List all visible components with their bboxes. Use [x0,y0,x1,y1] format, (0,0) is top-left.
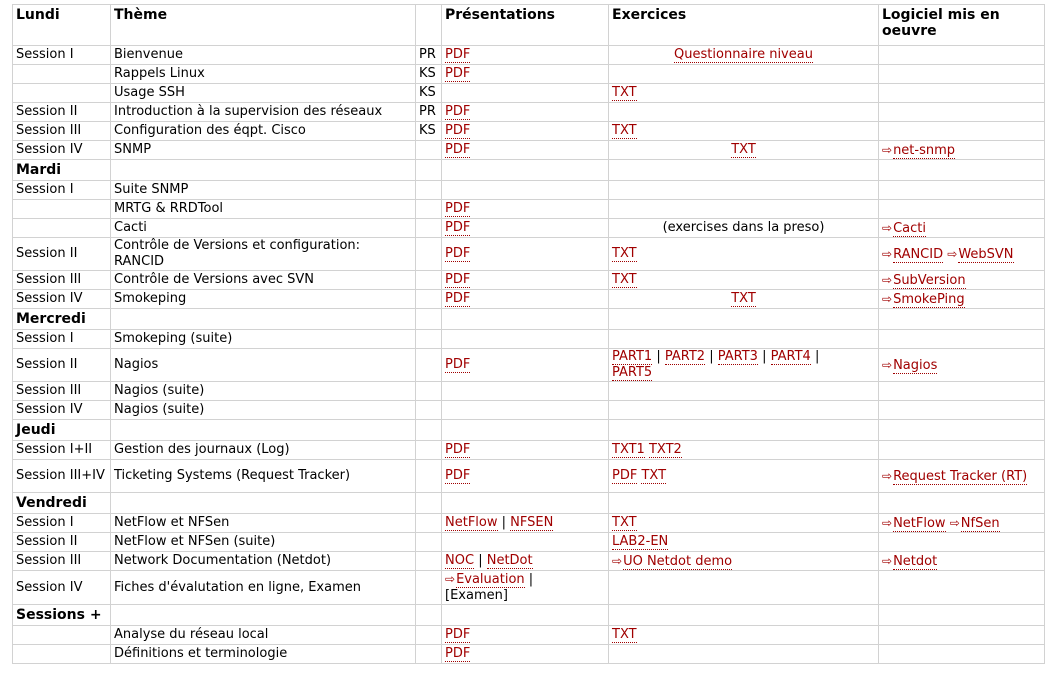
session-cell: Session III [13,382,111,401]
table-row [13,441,1045,460]
speaker-cell: PR [416,103,442,122]
software-link[interactable]: SmokePing [893,291,965,307]
session-cell: Session II [13,533,111,552]
table-row [13,626,1045,645]
day-label: Mardi [13,160,111,181]
theme-cell: Nagios [111,349,416,382]
table-row [13,200,1045,219]
software-link[interactable]: NetFlow [893,515,946,531]
session-cell: Session I [13,514,111,533]
pres-link[interactable]: NOC [445,553,475,568]
table-row [13,571,1045,605]
theme-cell: Configuration des éqpt. Cisco [111,122,416,141]
table-row [13,552,1045,571]
pres-pdf-link[interactable]: PDF [445,246,471,261]
table-row [13,514,1045,533]
table-row [13,533,1045,552]
theme-cell: Gestion des journaux (Log) [111,441,416,460]
separator: | [762,349,767,364]
theme-cell: SNMP [111,141,416,160]
software-link[interactable]: Netdot [893,553,938,569]
software-link[interactable]: RANCID [893,246,944,262]
theme-cell: Définitions et terminologie [111,645,416,664]
session-cell: Session IV [13,290,111,309]
table-row [13,238,1045,271]
speaker-cell: PR [416,46,442,65]
pres-pdf-link[interactable]: PDF [445,123,471,138]
exercise-txt-link[interactable]: TXT [612,272,637,287]
day-label: Jeudi [13,420,111,441]
external-link-icon: ⇨ [882,553,893,568]
pres-pdf-link[interactable]: PDF [445,272,471,287]
table-row [13,330,1045,349]
theme-cell: Cacti [111,219,416,238]
table-row [13,122,1045,141]
theme-cell: Network Documentation (Netdot) [111,552,416,571]
header-presentations: Présentations [442,5,609,46]
table-row [13,349,1045,382]
table-row [13,645,1045,664]
session-cell: Session III [13,552,111,571]
exam-label: [Examen] [445,588,508,603]
table-row [13,460,1045,493]
table-row [13,141,1045,160]
external-link-icon: ⇨ [947,246,958,261]
exercise-note: (exercises dans la preso) [609,219,879,238]
day-row [13,605,1045,626]
session-cell: Session I [13,330,111,349]
external-link-icon: ⇨ [882,246,893,261]
header-row [13,5,1045,46]
table-row [13,181,1045,200]
table-row [13,219,1045,238]
schedule-table [12,4,1045,664]
theme-cell: NetFlow et NFSen [111,514,416,533]
theme-cell: MRTG & RRDTool [111,200,416,219]
pres-pdf-link[interactable]: PDF [445,66,471,81]
evaluation-link[interactable]: Evaluation [456,572,525,587]
external-link-icon: ⇨ [882,220,893,235]
external-link-icon: ⇨ [882,515,893,530]
pres-pdf-link[interactable]: PDF [445,220,471,235]
exercise-lab-link[interactable]: LAB2-EN [612,534,669,549]
pres-pdf-link[interactable]: PDF [445,201,471,216]
speaker-cell: KS [416,122,442,141]
external-link-icon: ⇨ [882,468,893,483]
session-cell: Session III [13,122,111,141]
demo-link[interactable]: UO Netdot demo [623,553,733,569]
external-link-icon: ⇨ [445,572,456,586]
pres-pdf-link[interactable]: PDF [445,646,471,661]
exercise-txt-link[interactable]: TXT2 [648,442,682,457]
header-theme: Thème [111,5,416,46]
software-link[interactable]: Nagios [893,357,938,373]
questionnaire-link[interactable]: Questionnaire niveau [674,47,813,62]
theme-cell: NetFlow et NFSen (suite) [111,533,416,552]
external-link-icon: ⇨ [949,515,960,530]
day-row [13,493,1045,514]
day-label: Vendredi [13,493,111,514]
external-link-icon: ⇨ [612,553,623,568]
session-cell: Session II [13,103,111,122]
theme-cell: Analyse du réseau local [111,626,416,645]
session-cell: Session I+II [13,441,111,460]
header-exercices: Exercices [609,5,879,46]
table-row [13,46,1045,65]
software-link[interactable]: SubVersion [893,272,966,288]
exercise-part-link[interactable]: PART4 [770,349,811,364]
theme-cell: Rappels Linux [111,65,416,84]
software-link[interactable]: Request Tracker (RT) [893,468,1028,484]
exercise-txt-link[interactable]: TXT [612,515,637,530]
pres-pdf-link[interactable]: PDF [445,442,471,457]
table-row [13,84,1045,103]
session-cell: Session I [13,181,111,200]
external-link-icon: ⇨ [882,291,893,306]
theme-cell: Contrôle de Versions et configuration: RANCID [111,238,416,271]
day-row [13,309,1045,330]
pres-pdf-link[interactable]: PDF [445,357,471,372]
external-link-icon: ⇨ [882,357,893,372]
theme-cell: Fiches d'évalutation en ligne, Examen [111,571,416,605]
session-cell: Session IV [13,571,111,605]
exercise-txt-link[interactable]: TXT [612,85,637,100]
software-link[interactable]: Cacti [893,220,926,236]
pres-pdf-link[interactable]: PDF [445,104,471,119]
header-logiciel: Logiciel mis en oeuvre [879,5,1045,46]
exercise-txt-link[interactable]: TXT [731,291,756,306]
table-row [13,103,1045,122]
day-row [13,160,1045,181]
session-cell: Session IV [13,401,111,420]
session-cell: Session III+IV [13,460,111,493]
exercise-txt-link[interactable]: TXT1 [612,442,645,457]
theme-cell: Nagios (suite) [111,401,416,420]
exercise-txt-link[interactable]: TXT [612,246,637,261]
software-link[interactable]: net-snmp [893,142,956,158]
theme-cell: Bienvenue [111,46,416,65]
exercise-part-link[interactable]: PART2 [664,349,706,364]
day-label: Sessions + [13,605,111,626]
table-row [13,382,1045,401]
pres-link[interactable]: NFSEN [510,515,554,530]
table-row [13,401,1045,420]
external-link-icon: ⇨ [882,142,893,157]
pres-pdf-link[interactable]: PDF [445,47,471,62]
session-cell: Session II [13,238,111,271]
exercise-part-link[interactable]: PART5 [612,365,653,380]
theme-cell: Contrôle de Versions avec SVN [111,271,416,290]
exercise-part-link[interactable]: PART1 [612,349,653,364]
separator: | [709,349,714,364]
software-link[interactable]: NfSen [960,515,1000,531]
external-link-icon: ⇨ [882,272,893,287]
exercise-txt-link[interactable]: TXT [612,627,637,642]
separator: | [814,349,820,364]
theme-cell: Suite SNMP [111,181,416,200]
exercise-part-link[interactable]: PART3 [717,349,758,364]
speaker-cell: KS [416,84,442,103]
exercise-txt-link[interactable]: TXT [731,142,756,157]
table-row [13,65,1045,84]
pres-pdf-link[interactable]: PDF [445,142,471,157]
header-day: Lundi [13,5,111,46]
theme-cell: Nagios (suite) [111,382,416,401]
theme-cell: Smokeping (suite) [111,330,416,349]
theme-cell: Smokeping [111,290,416,309]
separator: | [656,349,661,364]
pres-pdf-link[interactable]: PDF [445,627,471,642]
session-cell: Session IV [13,141,111,160]
session-cell: Session III [13,271,111,290]
separator: | [478,553,483,568]
theme-cell: Usage SSH [111,84,416,103]
theme-cell: Introduction à la supervision des réseaux [111,103,416,122]
pres-link[interactable]: NetFlow [445,515,498,530]
exercise-pdf-link[interactable]: PDF [612,468,638,483]
pres-pdf-link[interactable]: PDF [445,291,471,306]
theme-cell: Ticketing Systems (Request Tracker) [111,460,416,493]
table-row [13,271,1045,290]
software-link[interactable]: WebSVN [958,246,1014,262]
exercise-txt-link[interactable]: TXT [612,123,637,138]
session-cell: Session II [13,349,111,382]
pres-pdf-link[interactable]: PDF [445,468,471,483]
day-label: Mercredi [13,309,111,330]
separator: | [528,572,534,587]
session-cell: Session I [13,46,111,65]
exercise-txt-link[interactable]: TXT [641,468,667,483]
day-row [13,420,1045,441]
table-row [13,290,1045,309]
speaker-cell: KS [416,65,442,84]
pres-link[interactable]: NetDot [486,553,533,568]
separator: | [501,515,507,530]
header-speaker [416,5,442,46]
